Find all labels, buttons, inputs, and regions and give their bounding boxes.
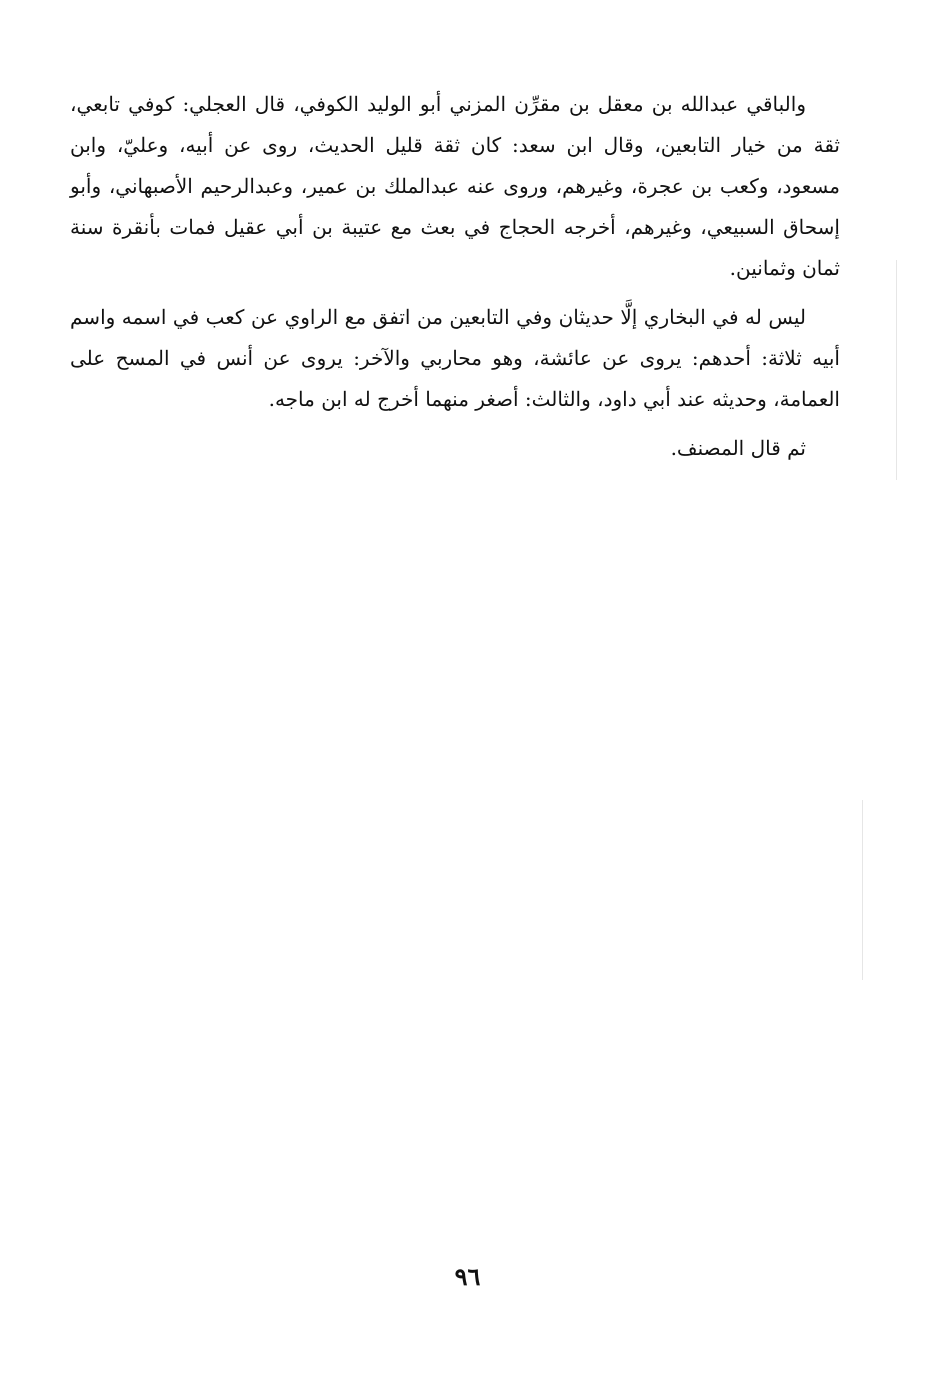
scan-edge-mark	[862, 800, 863, 980]
body-text	[70, 84, 840, 477]
paragraph-3: ثم قال المصنف.	[670, 436, 806, 460]
paragraph-2: ليس له في البخاري إلَّا حديثان وفي التابعين من اتفق مع الراوي عن كعب في اسمه واسم أبيه ثلاثة: أحدهم: يروى عن عائشة، وهو محاربي والآخر: يروى عن أنس في المسح على العمامة، وحديثه عند أبي داود، والثالث: أصغر منهما أخرج له ابن ماجه.	[70, 305, 840, 411]
page-number: ٩٦	[454, 1262, 481, 1291]
scan-edge-mark	[896, 260, 897, 480]
paragraph-1: والباقي عبدالله بن معقل بن مقرِّن المزني أبو الوليد الكوفي، قال العجلي: كوفي تابعي، ثقة من خيار التابعين، وقال ابن سعد: كان ثقة قليل الحديث، روى عن أبيه، وعليّ، وابن مسعود، وكعب بن عجرة، وغيرهم، وروى عنه عبدالملك بن عمير، وعبدالرحيم الأصبهاني، وأبو إسحاق السبيعي، وغيرهم، أخرجه الحجاج في بعث مع عتيبة بن أبي عقيل فمات بأنقرة سنة ثمان وثمانين.	[70, 92, 840, 280]
